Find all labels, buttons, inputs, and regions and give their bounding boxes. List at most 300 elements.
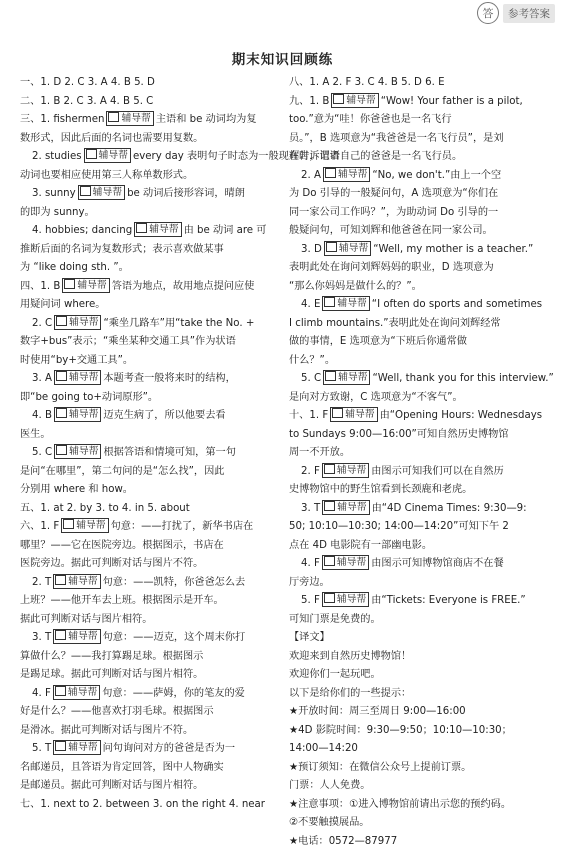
helper-tag — [323, 167, 370, 182]
helper-tag — [54, 407, 101, 422]
answer-line — [20, 629, 288, 648]
book-icon — [55, 630, 66, 640]
book-icon — [324, 556, 335, 566]
answer-text: 分别用 where 和 how。 — [20, 484, 133, 495]
book-icon — [56, 371, 67, 381]
answer-line — [20, 500, 288, 519]
answer-text: 以下是给你们的一些提示： — [289, 688, 411, 699]
answer-line — [289, 296, 557, 315]
answer-line — [20, 241, 288, 260]
answer-text: 4. B — [32, 410, 52, 421]
helper-tag-label: 辅导帮 — [68, 687, 97, 698]
answer-text: 六、1. F — [20, 521, 59, 532]
helper-tag — [53, 685, 100, 700]
answer-text: 哪里？——它在医院旁边。根据图示，书店在 — [20, 540, 224, 551]
helper-tag-label: 辅导帮 — [337, 557, 366, 568]
book-icon — [324, 297, 335, 307]
answer-text: 可知门票是免费的。 — [289, 614, 381, 625]
answer-line — [289, 111, 557, 130]
answer-line — [289, 722, 557, 741]
answer-line — [289, 130, 557, 149]
helper-tag-label: 辅导帮 — [99, 150, 128, 161]
answer-item — [20, 93, 288, 112]
answer-text: 4. F — [32, 688, 51, 699]
answer-text: 欢迎你们一起玩吧。 — [289, 669, 381, 680]
answer-item — [20, 500, 288, 519]
answer-text: 一、1. D 2. C 3. A 4. B 5. D — [20, 77, 155, 88]
answer-text: 据此可判断对话与图片相符。 — [20, 614, 152, 625]
answer-text: 句意：——凯特，你爸爸怎么去 — [103, 577, 246, 588]
answer-text: 根据答语和情境可知，第一句 — [103, 447, 235, 458]
answer-text: 是向对方致谢，C 选项意为“不客气”。 — [289, 392, 463, 403]
answer-text: 5. T — [32, 743, 51, 754]
answer-text: 好是什么？——他喜欢打羽毛球。根据图示 — [20, 706, 214, 717]
answer-line — [289, 574, 557, 593]
book-icon — [326, 242, 337, 252]
answer-line — [20, 759, 288, 778]
answer-text: 算做什么？——我打算踢足球。根据图示 — [20, 651, 203, 662]
answer-text: 七、1. next to 2. between 3. on the right 4. near — [20, 799, 265, 810]
answer-line — [289, 518, 557, 537]
answer-text: 是问“在哪里”，第二句问的是“怎么找”，因此 — [20, 466, 224, 477]
answer-text: 欢迎来到自然历史博物馆！ — [289, 651, 411, 662]
helper-tag — [322, 592, 369, 607]
helper-tag-label: 辅导帮 — [337, 465, 366, 476]
answer-line — [20, 666, 288, 685]
answer-text: “I often do sports and sometimes — [372, 299, 542, 310]
answer-text: “乘坐几路车”用“take the No. + — [103, 318, 254, 329]
answer-line — [20, 222, 288, 241]
answer-line — [289, 833, 557, 851]
helper-tag — [84, 148, 131, 163]
answer-line — [289, 592, 557, 611]
answer-item — [20, 444, 288, 500]
answer-item — [20, 111, 288, 148]
helper-tag-label: 辅导帮 — [149, 224, 178, 235]
answer-item — [289, 241, 557, 297]
answer-item — [289, 555, 557, 592]
book-icon — [332, 408, 343, 418]
answer-text: 般疑问句，可知刘辉和他爸爸在同一家公司。 — [289, 225, 493, 236]
helper-tag — [324, 241, 371, 256]
answer-text: 3. D — [301, 244, 322, 255]
book-icon — [324, 464, 335, 474]
answer-item — [289, 370, 557, 407]
answer-text: 为 Do 引导的一般疑问句，A 选项意为“你们在 — [289, 188, 498, 199]
helper-tag — [322, 555, 369, 570]
helper-tag — [78, 185, 125, 200]
answer-item — [20, 685, 288, 741]
answer-line — [20, 259, 288, 278]
book-icon — [86, 149, 97, 159]
answer-line — [289, 777, 557, 796]
answer-line — [289, 685, 557, 704]
helper-tag-label: 辅导帮 — [68, 742, 97, 753]
book-icon — [136, 223, 147, 233]
helper-tag-label: 辅导帮 — [339, 243, 368, 254]
answer-item — [20, 629, 288, 685]
answer-item — [289, 648, 557, 667]
helper-tag — [54, 444, 101, 459]
answer-text: 3. A — [32, 373, 52, 384]
answer-line — [20, 703, 288, 722]
answer-item — [289, 463, 557, 500]
helper-tag-label: 辅导帮 — [68, 631, 97, 642]
answer-line — [20, 574, 288, 593]
answer-item — [289, 74, 557, 93]
answer-line — [20, 722, 288, 741]
answer-text: 做的事情，E 选项意为“下班后你通常做 — [289, 336, 467, 347]
answer-text: 医院旁边。据此可判断对话与图片不符。 — [20, 558, 203, 569]
answer-text: ②不要触摸展品。 — [289, 817, 369, 828]
answer-text: 八、1. A 2. F 3. C 4. B 5. D 6. E — [289, 77, 445, 88]
answer-line — [289, 315, 557, 334]
answer-item — [289, 722, 557, 741]
answer-line — [289, 740, 557, 759]
answer-text: 表明此处在询问刘辉妈妈的职业，D 选项意为 — [289, 262, 494, 273]
helper-tag-label: 辅导帮 — [93, 187, 122, 198]
answer-text: 用疑问词 where。 — [20, 299, 105, 310]
answer-item — [20, 407, 288, 444]
helper-tag — [330, 407, 377, 422]
answer-line — [20, 333, 288, 352]
answer-line — [20, 537, 288, 556]
answer-text: “那么你妈妈是做什么的？”。 — [289, 281, 422, 292]
answer-line — [289, 648, 557, 667]
answer-line — [20, 370, 288, 389]
answer-line — [289, 759, 557, 778]
book-icon — [56, 408, 67, 418]
answer-item — [20, 574, 288, 630]
helper-tag-label: 辅导帮 — [69, 317, 98, 328]
answer-item — [289, 592, 557, 629]
answer-text: 三、1. fishermen — [20, 114, 104, 125]
answer-text: 主语和 be 动词均为复 — [156, 114, 257, 125]
answer-text: 句意：——迈克，这个周末你打 — [103, 632, 246, 643]
answer-line — [20, 111, 288, 130]
answer-item — [20, 315, 288, 371]
left-column — [20, 74, 288, 814]
answer-line — [289, 185, 557, 204]
answer-text: every day 表明句子时态为一般现在时，谓语 — [133, 151, 340, 162]
answer-text: 3. T — [32, 632, 51, 643]
helper-tag — [106, 111, 153, 126]
answer-text: 四、1. B — [20, 281, 60, 292]
answer-text: 14:00—14:20 — [289, 743, 358, 754]
answer-text: 是踢足球。据此可判断对话与图片相符。 — [20, 669, 203, 680]
answer-text: 2. studies — [32, 151, 82, 162]
answer-line — [20, 777, 288, 796]
answer-text: 由“4D Cinema Times: 9:30—9: — [372, 503, 527, 514]
answer-item — [289, 167, 557, 241]
answer-line — [289, 481, 557, 500]
answer-text: 二、1. B 2. C 3. A 4. B 5. C — [20, 96, 153, 107]
answer-text: 为 “like doing sth. ”。 — [20, 262, 129, 273]
answer-text: 十、1. F — [289, 410, 328, 421]
answer-line — [20, 278, 288, 297]
answer-text: too.”意为“哇！你爸爸也是一名飞行 — [289, 114, 452, 125]
answer-line — [20, 93, 288, 112]
helper-tag — [62, 278, 109, 293]
answer-line — [289, 370, 557, 389]
helper-tag — [322, 463, 369, 478]
answer-item — [289, 685, 557, 704]
answer-text: 数形式，因此后面的名词也需要用复数。 — [20, 133, 203, 144]
answer-text: 50; 10:10—10:30; 14:00—14:20”可知下午 2 — [289, 521, 509, 532]
answer-item — [289, 833, 557, 851]
answer-item — [289, 93, 557, 167]
answer-text: 什么？”。 — [289, 355, 335, 366]
answer-icon: 答 — [477, 2, 499, 24]
book-icon — [325, 168, 336, 178]
answer-text: 由“Tickets: Everyone is FREE.” — [371, 595, 525, 606]
answer-text: “Well, my mother is a teacher.” — [373, 244, 533, 255]
answer-line — [20, 389, 288, 408]
answer-text: ★电话：0572—87977 — [289, 836, 397, 847]
answer-text: 的即为 sunny。 — [20, 207, 95, 218]
answer-line — [289, 426, 557, 445]
answer-text: 上班？——他开车去上班。根据图示是开车。 — [20, 595, 224, 606]
answer-line — [289, 167, 557, 186]
answer-line — [289, 352, 557, 371]
answer-line — [289, 703, 557, 722]
answer-line — [20, 796, 288, 815]
helper-tag-label: 辅导帮 — [121, 113, 150, 124]
right-column — [289, 74, 557, 851]
answer-text: 【译文】 — [289, 632, 330, 643]
book-icon — [55, 741, 66, 751]
answer-line — [289, 259, 557, 278]
answer-line — [20, 185, 288, 204]
book-icon — [324, 501, 335, 511]
helper-tag-label: 辅导帮 — [76, 520, 105, 531]
answer-line — [20, 352, 288, 371]
answer-line — [20, 611, 288, 630]
answer-item — [20, 796, 288, 815]
answer-item — [20, 185, 288, 222]
answer-text: 由 be 动词 are 可 — [184, 225, 267, 236]
answer-line — [20, 518, 288, 537]
answer-line — [289, 241, 557, 260]
answer-text: ★预订须知：在微信公众号上提前订票。 — [289, 762, 471, 773]
answer-text: 辉告诉记者自己的爸爸是一名飞行员。 — [289, 151, 462, 162]
answer-text: 5. C — [301, 373, 321, 384]
answer-text: 句意：——打扰了，新华书店在 — [111, 521, 254, 532]
helper-tag — [53, 629, 100, 644]
answer-text: ★开放时间：周三至周日 9:00—16:00 — [289, 706, 466, 717]
answer-line — [289, 444, 557, 463]
answer-line — [289, 407, 557, 426]
answer-text: 是滑冰。据此可判断对话与图片不符。 — [20, 725, 193, 736]
answer-text: 4. hobbies; dancing — [32, 225, 132, 236]
answer-text: 同一家公司工作吗？”，为助动词 Do 引导的一 — [289, 207, 498, 218]
book-icon — [55, 575, 66, 585]
answer-text: 时使用“by+交通工具”。 — [20, 355, 133, 366]
answer-line — [289, 222, 557, 241]
helper-tag-label: 辅导帮 — [346, 95, 375, 106]
answer-line — [289, 555, 557, 574]
answer-item — [20, 74, 288, 93]
answer-text: 五、1. at 2. by 3. to 4. in 5. about — [20, 503, 190, 514]
answer-badge-label: 参考答案 — [503, 4, 555, 23]
answer-line — [20, 204, 288, 223]
answer-text: 由“Opening Hours: Wednesdays — [380, 410, 542, 421]
answer-line — [20, 555, 288, 574]
helper-tag — [331, 93, 378, 108]
answer-text: to Sundays 9:00—16:00”可知自然历史博物馆 — [289, 429, 509, 440]
helper-tag-label: 辅导帮 — [338, 372, 367, 383]
answer-text: 2. A — [301, 170, 321, 181]
answer-text: 数字+bus”表示；“乘坐某种交通工具”作为状语 — [20, 336, 236, 347]
answer-line — [20, 130, 288, 149]
answer-line — [20, 296, 288, 315]
answer-text: 由图示可知我们可以在自然历 — [371, 466, 503, 477]
answer-text: 即“be going to+动词原形”。 — [20, 392, 158, 403]
helper-tag-label: 辅导帮 — [337, 298, 366, 309]
answer-line — [289, 611, 557, 630]
helper-tag-label: 辅导帮 — [77, 280, 106, 291]
answer-item — [289, 666, 557, 685]
book-icon — [55, 686, 66, 696]
helper-tag-label: 辅导帮 — [69, 446, 98, 457]
answer-line — [289, 389, 557, 408]
answer-line — [20, 74, 288, 93]
helper-tag-label: 辅导帮 — [337, 594, 366, 605]
answer-text: 医生。 — [20, 429, 51, 440]
helper-tag — [53, 574, 100, 589]
answer-line — [289, 93, 557, 112]
answer-line — [20, 592, 288, 611]
answer-text: 句意：——萨姆，你的笔友的爱 — [102, 688, 245, 699]
answer-text: 问句询问对方的爸爸是否为一 — [103, 743, 235, 754]
book-icon — [64, 279, 75, 289]
book-icon — [108, 112, 119, 122]
helper-tag — [61, 518, 108, 533]
answer-text: 员。”，B 选项意为“我爸爸是一名飞行员”，是刘 — [289, 133, 504, 144]
answer-text: 迈克生病了，所以他要去看 — [103, 410, 225, 421]
answer-text: 门票：人人免费。 — [289, 780, 371, 791]
answer-text: 由图示可知博物馆商店不在餐 — [371, 558, 503, 569]
answer-item — [289, 629, 557, 648]
answer-item — [20, 222, 288, 278]
answer-line — [289, 74, 557, 93]
answer-item — [20, 370, 288, 407]
answer-line — [20, 315, 288, 334]
answer-text: ★注意事项：①进入博物馆前请出示您的预约码。 — [289, 799, 511, 810]
answer-line — [20, 685, 288, 704]
book-icon — [80, 186, 91, 196]
answer-line — [289, 629, 557, 648]
answer-text: 周一不开放。 — [289, 447, 350, 458]
answer-item — [289, 296, 557, 370]
answer-text: 2. T — [32, 577, 51, 588]
helper-tag — [54, 315, 101, 330]
answer-item — [20, 518, 288, 574]
answer-item — [20, 278, 288, 315]
helper-tag — [322, 296, 369, 311]
answer-line — [289, 278, 557, 297]
answer-text: 点在 4D 电影院有一部幽电影。 — [289, 540, 432, 551]
page-title: 期末知识回顾练 — [0, 48, 565, 68]
answer-line — [20, 481, 288, 500]
helper-tag — [53, 740, 100, 755]
answer-line — [289, 463, 557, 482]
answer-text: 4. F — [301, 558, 320, 569]
answer-item — [289, 703, 557, 722]
answer-text: 4. E — [301, 299, 320, 310]
helper-tag-label: 辅导帮 — [69, 409, 98, 420]
answer-text: 5. C — [32, 447, 52, 458]
answer-text: 动词也要相应使用第三人称单数形式。 — [20, 170, 193, 181]
helper-tag-label: 辅导帮 — [68, 576, 97, 587]
answer-line — [289, 500, 557, 519]
answer-line — [289, 796, 557, 815]
answer-text: 3. sunny — [32, 188, 76, 199]
answer-item — [289, 740, 557, 759]
answer-line — [20, 167, 288, 186]
answer-item — [289, 796, 557, 815]
book-icon — [56, 316, 67, 326]
answer-item — [289, 500, 557, 556]
answer-text: 本题考查一般将来时的结构， — [103, 373, 235, 384]
book-icon — [56, 445, 67, 455]
answer-line — [20, 426, 288, 445]
answer-text: 是邮递员。据此可判断对话与图片相符。 — [20, 780, 203, 791]
answer-text: 3. T — [301, 503, 320, 514]
answer-text: 推断后面的名词为复数形式；表示喜欢做某事 — [20, 244, 224, 255]
answer-line — [289, 148, 557, 167]
answer-text: 厅旁边。 — [289, 577, 330, 588]
answer-text: 答语为地点，故用地点提问应使 — [112, 281, 255, 292]
helper-tag — [134, 222, 181, 237]
answer-line — [289, 666, 557, 685]
answer-line — [20, 407, 288, 426]
answer-item — [289, 777, 557, 796]
answer-line — [20, 648, 288, 667]
answer-text: be 动词后接形容词，晴朗 — [127, 188, 245, 199]
answer-line — [20, 463, 288, 482]
helper-tag — [322, 500, 369, 515]
answer-line — [289, 537, 557, 556]
book-icon — [324, 593, 335, 603]
answer-text: “No, we don't.”由上一个空 — [372, 170, 501, 181]
answer-line — [20, 740, 288, 759]
book-icon — [325, 371, 336, 381]
helper-tag-label: 辅导帮 — [338, 169, 367, 180]
answer-text: 名邮递员，且答语为肯定回答，图中人物确实 — [20, 762, 224, 773]
answer-item — [20, 148, 288, 185]
answer-text: 2. C — [32, 318, 52, 329]
answer-item — [289, 759, 557, 778]
book-icon — [63, 519, 74, 529]
answer-line — [20, 148, 288, 167]
answer-text: I climb mountains.”表明此处在询问刘辉经常 — [289, 318, 501, 329]
answer-line — [289, 333, 557, 352]
answer-text: 5. F — [301, 595, 320, 606]
helper-tag — [323, 370, 370, 385]
answer-item — [20, 740, 288, 796]
answer-line — [20, 444, 288, 463]
answer-item — [289, 407, 557, 463]
helper-tag-label: 辅导帮 — [69, 372, 98, 383]
helper-tag — [54, 370, 101, 385]
answer-text: “Wow! Your father is a pilot, — [381, 96, 523, 107]
answer-text: 九、1. B — [289, 96, 329, 107]
book-icon — [333, 94, 344, 104]
answer-text: 2. F — [301, 466, 320, 477]
answer-line — [289, 204, 557, 223]
answer-text: ★4D 影院时间：9:30—9:50；10:10—10:30； — [289, 725, 512, 736]
